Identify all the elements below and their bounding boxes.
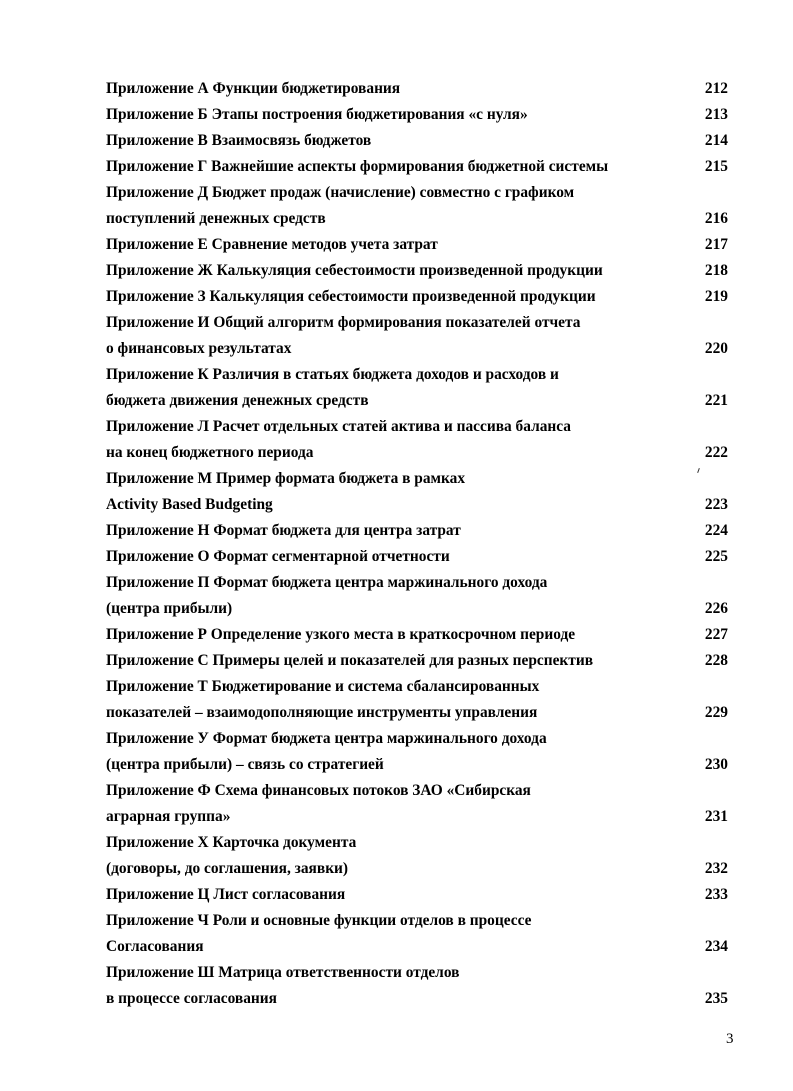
toc-entry-page: 235	[704, 990, 728, 1007]
toc-entry-line	[106, 76, 728, 102]
toc-entry-page: 232	[704, 860, 728, 877]
toc-entry-line	[106, 804, 728, 830]
toc-entry-title: (договоры, до соглашения, заявки)	[106, 860, 349, 877]
toc-entry-title: Приложение Ч Роли и основные функции отделов в процессе	[106, 912, 532, 929]
toc-entry-line	[106, 440, 728, 466]
toc-entry-line	[106, 778, 728, 804]
toc-entry-line	[106, 102, 728, 128]
toc-entry-line	[106, 648, 728, 674]
toc-entry-title: Приложение Ф Схема финансовых потоков ЗАО «Сибирская	[106, 782, 531, 799]
toc-entry-line	[106, 908, 728, 934]
toc-entry-title: Приложение Л Расчет отдельных статей актива и пассива баланса	[106, 418, 571, 435]
toc-entry-line	[106, 934, 728, 960]
toc-entry-title: на конец бюджетного периода	[106, 444, 314, 461]
toc-entry-title: Согласования	[106, 938, 204, 955]
toc-entry-title: Приложение С Примеры целей и показателей для разных перспектив	[106, 652, 594, 669]
toc-entry-page: 221	[704, 392, 728, 409]
toc-entry-line	[106, 154, 728, 180]
toc-entry-title: Приложение Н Формат бюджета для центра затрат	[106, 522, 461, 539]
toc-entry-page: 227	[704, 626, 728, 643]
toc-entry-page: 220	[704, 340, 728, 357]
toc-entry-title: Приложение Т Бюджетирование и система сбалансированных	[106, 678, 540, 695]
toc-entry-title: Приложение Д Бюджет продаж (начисление) совместно с графиком	[106, 184, 575, 201]
toc-entry-title: аграрная группа»	[106, 808, 231, 825]
toc-entry-line	[106, 388, 728, 414]
toc-entry-title: (центра прибыли) – связь со стратегией	[106, 756, 384, 773]
toc-entry-line	[106, 674, 728, 700]
toc-entry-line	[106, 986, 728, 1012]
toc-entry-title: Activity Based Budgeting	[106, 496, 273, 513]
toc-entry-line	[106, 414, 728, 440]
toc-entry-page: 231	[704, 808, 728, 825]
toc-entry-line	[106, 518, 728, 544]
toc-entry-title: Приложение Ш Матрица ответственности отделов	[106, 964, 460, 981]
toc-entry-title: Приложение М Пример формата бюджета в рамках	[106, 470, 466, 487]
toc-entry-title: Приложение П Формат бюджета центра маржинального дохода	[106, 574, 548, 591]
toc-entry-page: 217	[704, 236, 728, 253]
toc-entry-title: в процессе согласования	[106, 990, 277, 1007]
toc-entry-line	[106, 856, 728, 882]
toc-entry-title: Приложение В Взаимосвязь бюджетов	[106, 132, 372, 149]
toc-entry-line	[106, 960, 728, 986]
toc-entry-line	[106, 492, 728, 518]
toc-entry-page: 219	[704, 288, 728, 305]
toc-entry-title: Приложение О Формат сегментарной отчетности	[106, 548, 450, 565]
toc-entry-title: Приложение У Формат бюджета центра маржинального дохода	[106, 730, 547, 747]
toc-entry-page: 224	[704, 522, 728, 539]
toc-entry-title: Приложение Г Важнейшие аспекты формирования бюджетной системы	[106, 158, 609, 175]
toc-entry-title: показателей – взаимодополняющие инструменты управления	[106, 704, 538, 721]
toc-entry-title: Приложение А Функции бюджетирования	[106, 80, 401, 97]
toc-entry-line	[106, 596, 728, 622]
toc-entry-page: 216	[704, 210, 728, 227]
toc-entry-line	[106, 622, 728, 648]
toc-entry-line	[106, 570, 728, 596]
toc-entry-page: 229	[704, 704, 728, 721]
toc-entry-title: Приложение Ж Калькуляция себестоимости произведенной продукции	[106, 262, 603, 279]
toc-entry-page: 234	[704, 938, 728, 955]
toc-entry-page: 223	[704, 496, 728, 513]
toc-entry-page: 230	[704, 756, 728, 773]
toc-entry-title: бюджета движения денежных средств	[106, 392, 369, 409]
toc-entry-title: Приложение З Калькуляция себестоимости произведенной продукции	[106, 288, 596, 305]
toc-entry-line	[106, 310, 728, 336]
toc-entry-title: о финансовых результатах	[106, 340, 292, 357]
toc-entry-page: 233	[704, 886, 728, 903]
toc-entry-line	[106, 206, 728, 232]
toc-entry-page: 222	[704, 444, 728, 461]
toc-entry-line	[106, 232, 728, 258]
toc-entry-line	[106, 258, 728, 284]
toc-entry-title: Приложение Е Сравнение методов учета затрат	[106, 236, 438, 253]
toc-entry-page: 214	[704, 132, 728, 149]
toc-entry-page: 228	[704, 652, 728, 669]
toc-entry-line	[106, 466, 728, 492]
toc-entry-line	[106, 726, 728, 752]
toc-entry-title: Приложение И Общий алгоритм формирования показателей отчета	[106, 314, 581, 331]
toc-entry-title: Приложение Х Карточка документа	[106, 834, 357, 851]
toc-entry-page: 226	[704, 600, 728, 617]
toc-entry-line	[106, 544, 728, 570]
toc-entry-line	[106, 284, 728, 310]
toc-entry-page: 218	[704, 262, 728, 279]
toc-entry-line	[106, 882, 728, 908]
toc-entry-title: Приложение Ц Лист согласования	[106, 886, 346, 903]
toc-entry-title: поступлений денежных средств	[106, 210, 326, 227]
toc-entry-line	[106, 700, 728, 726]
toc-entry-line	[106, 336, 728, 362]
toc-entry-page: 215	[704, 158, 728, 175]
toc-entry-line	[106, 362, 728, 388]
toc-entry-line	[106, 180, 728, 206]
toc-entry-page: 225	[704, 548, 728, 565]
table-of-contents	[106, 76, 728, 1012]
toc-entry-page: 213	[704, 106, 728, 123]
toc-entry-line	[106, 830, 728, 856]
toc-entry-title: (центра прибыли)	[106, 600, 233, 617]
toc-entry-title: Приложение К Различия в статьях бюджета доходов и расходов и	[106, 366, 559, 383]
page-number: 3	[726, 1031, 734, 1047]
toc-entry-title: Приложение Б Этапы построения бюджетирования «с нуля»	[106, 106, 528, 123]
toc-entry-title: Приложение Р Определение узкого места в краткосрочном периоде	[106, 626, 576, 643]
toc-entry-line	[106, 752, 728, 778]
toc-entry-line	[106, 128, 728, 154]
toc-entry-page: 212	[704, 80, 728, 97]
